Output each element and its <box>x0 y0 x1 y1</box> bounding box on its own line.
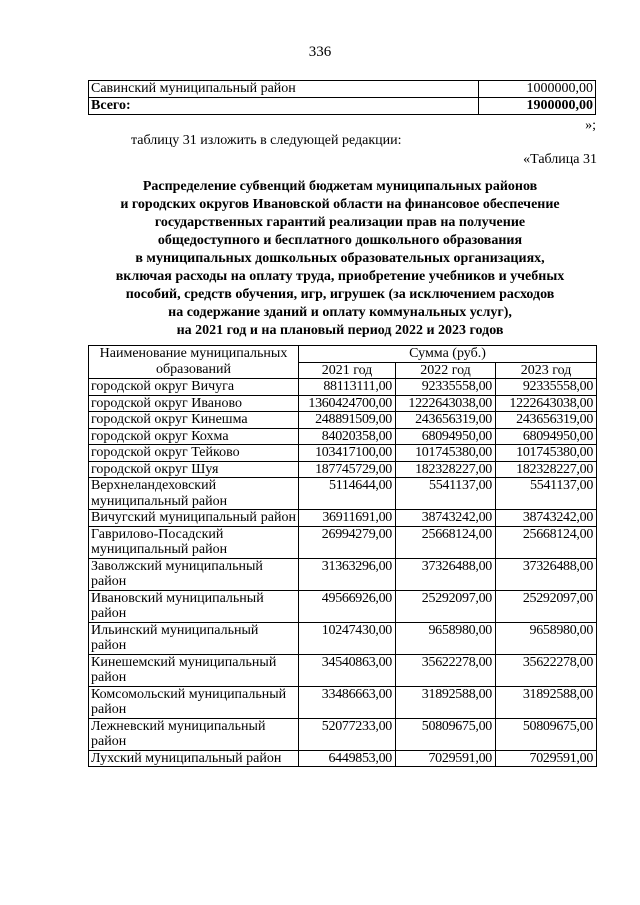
amount-2021: 103417100,00 <box>299 445 396 462</box>
subventions-table <box>88 345 597 767</box>
amount-2023: 7029591,00 <box>496 750 597 767</box>
total-amount: 1900000,00 <box>479 98 596 115</box>
table-row <box>89 654 597 686</box>
region-name: Кинешемский муниципальный район <box>89 654 299 686</box>
heading-line: на содержание зданий и оплату коммунальных услуг), <box>168 305 512 320</box>
amount-2022: 7029591,00 <box>396 750 496 767</box>
amount-2022: 25668124,00 <box>396 526 496 558</box>
amount-2021: 5114644,00 <box>299 478 396 510</box>
amount-2023: 37326488,00 <box>496 558 597 590</box>
amount-2023: 92335558,00 <box>496 379 597 396</box>
table-row <box>89 750 597 767</box>
region-name: городской округ Тейково <box>89 445 299 462</box>
heading-line: и городских округов Ивановской области на финансовое обеспечение <box>120 197 560 212</box>
table-heading <box>80 178 600 340</box>
name-column-header: Наименование муниципальных образований <box>89 346 299 379</box>
amount-2022: 101745380,00 <box>396 445 496 462</box>
heading-line: на 2021 год и на плановый период 2022 и 2023 годов <box>176 323 504 338</box>
amount-2021: 36911691,00 <box>299 510 396 527</box>
instruction-paragraph: таблицу 31 изложить в следующей редакции: <box>131 133 402 148</box>
heading-line: общедоступного и бесплатного дошкольного образования <box>157 233 523 248</box>
region-name: Ивановский муниципальный район <box>89 590 299 622</box>
region-name: городской округ Шуя <box>89 461 299 478</box>
table-row <box>89 395 597 412</box>
table-row <box>89 558 597 590</box>
heading-line: в муниципальных дошкольных образовательных организациях, <box>135 251 545 266</box>
amount-2022: 68094950,00 <box>396 428 496 445</box>
amount-2022: 9658980,00 <box>396 622 496 654</box>
amount-2021: 88113111,00 <box>299 379 396 396</box>
amount-2023: 68094950,00 <box>496 428 597 445</box>
heading-line: пособий, средств обучения, игр, игрушек (за исключением расходов <box>125 287 555 302</box>
amount-2021: 187745729,00 <box>299 461 396 478</box>
region-name: Савинский муниципальный район <box>89 81 479 98</box>
region-name: городской округ Иваново <box>89 395 299 412</box>
region-name: городской округ Кохма <box>89 428 299 445</box>
amount-2023: 25668124,00 <box>496 526 597 558</box>
amount-2022: 35622278,00 <box>396 654 496 686</box>
total-label: Всего: <box>89 98 479 115</box>
table-row <box>89 590 597 622</box>
amount-2023: 31892588,00 <box>496 686 597 718</box>
amount-2023: 101745380,00 <box>496 445 597 462</box>
page-number: 336 <box>308 44 332 60</box>
table-row <box>89 510 597 527</box>
year-header: 2021 год <box>299 362 396 379</box>
region-name: городской округ Вичуга <box>89 379 299 396</box>
heading-line: включая расходы на оплату труда, приобретение учебников и учебных <box>115 269 565 284</box>
amount-2023: 25292097,00 <box>496 590 597 622</box>
region-name: Гаврилово-Посадский муниципальный район <box>89 526 299 558</box>
region-name: Заволжский муниципальный район <box>89 558 299 590</box>
amount-2021: 33486663,00 <box>299 686 396 718</box>
amount-2022: 182328227,00 <box>396 461 496 478</box>
table-row <box>89 428 597 445</box>
table-row <box>89 445 597 462</box>
sum-header: Сумма (руб.) <box>299 346 597 363</box>
amount-2022: 38743242,00 <box>396 510 496 527</box>
region-name: городской округ Кинешма <box>89 412 299 429</box>
amount-2021: 52077233,00 <box>299 718 396 750</box>
amount: 1000000,00 <box>479 81 596 98</box>
amount-2022: 50809675,00 <box>396 718 496 750</box>
amount-2023: 50809675,00 <box>496 718 597 750</box>
amount-2022: 92335558,00 <box>396 379 496 396</box>
heading-line: государственных гарантий реализации прав на получение <box>154 215 526 230</box>
amount-2023: 38743242,00 <box>496 510 597 527</box>
amount-2022: 243656319,00 <box>396 412 496 429</box>
region-name: Ильинский муниципальный район <box>89 622 299 654</box>
table-row <box>89 461 597 478</box>
table-row <box>89 718 597 750</box>
amount-2023: 9658980,00 <box>496 622 597 654</box>
amount-2021: 49566926,00 <box>299 590 396 622</box>
amount-2022: 5541137,00 <box>396 478 496 510</box>
amount-2021: 248891509,00 <box>299 412 396 429</box>
table-row <box>89 412 597 429</box>
amount-2021: 84020358,00 <box>299 428 396 445</box>
table-row <box>89 622 597 654</box>
table-row <box>89 686 597 718</box>
amount-2022: 25292097,00 <box>396 590 496 622</box>
total-row <box>89 98 596 115</box>
amount-2021: 6449853,00 <box>299 750 396 767</box>
heading-line: Распределение субвенций бюджетам муниципальных районов <box>142 179 538 194</box>
amount-2021: 31363296,00 <box>299 558 396 590</box>
amount-2023: 1222643038,00 <box>496 395 597 412</box>
amount-2021: 10247430,00 <box>299 622 396 654</box>
table-row <box>89 526 597 558</box>
amount-2022: 31892588,00 <box>396 686 496 718</box>
region-name: Лухский муниципальный район <box>89 750 299 767</box>
previous-table <box>88 80 596 115</box>
closing-quote: »; <box>585 118 596 133</box>
table-row <box>89 379 597 396</box>
region-name: Верхнеландеховский муниципальный район <box>89 478 299 510</box>
amount-2021: 26994279,00 <box>299 526 396 558</box>
table-row <box>89 81 596 98</box>
year-header: 2023 год <box>496 362 597 379</box>
year-header: 2022 год <box>396 362 496 379</box>
amount-2021: 34540863,00 <box>299 654 396 686</box>
amount-2022: 37326488,00 <box>396 558 496 590</box>
header-row <box>89 346 597 363</box>
amount-2023: 35622278,00 <box>496 654 597 686</box>
amount-2022: 1222643038,00 <box>396 395 496 412</box>
amount-2023: 243656319,00 <box>496 412 597 429</box>
amount-2023: 182328227,00 <box>496 461 597 478</box>
region-name: Комсомольский муниципальный район <box>89 686 299 718</box>
region-name: Лежневский муниципальный район <box>89 718 299 750</box>
amount-2021: 1360424700,00 <box>299 395 396 412</box>
region-name: Вичугский муниципальный район <box>89 510 299 527</box>
table-caption: «Таблица 31 <box>523 152 597 167</box>
amount-2023: 5541137,00 <box>496 478 597 510</box>
table-row <box>89 478 597 510</box>
